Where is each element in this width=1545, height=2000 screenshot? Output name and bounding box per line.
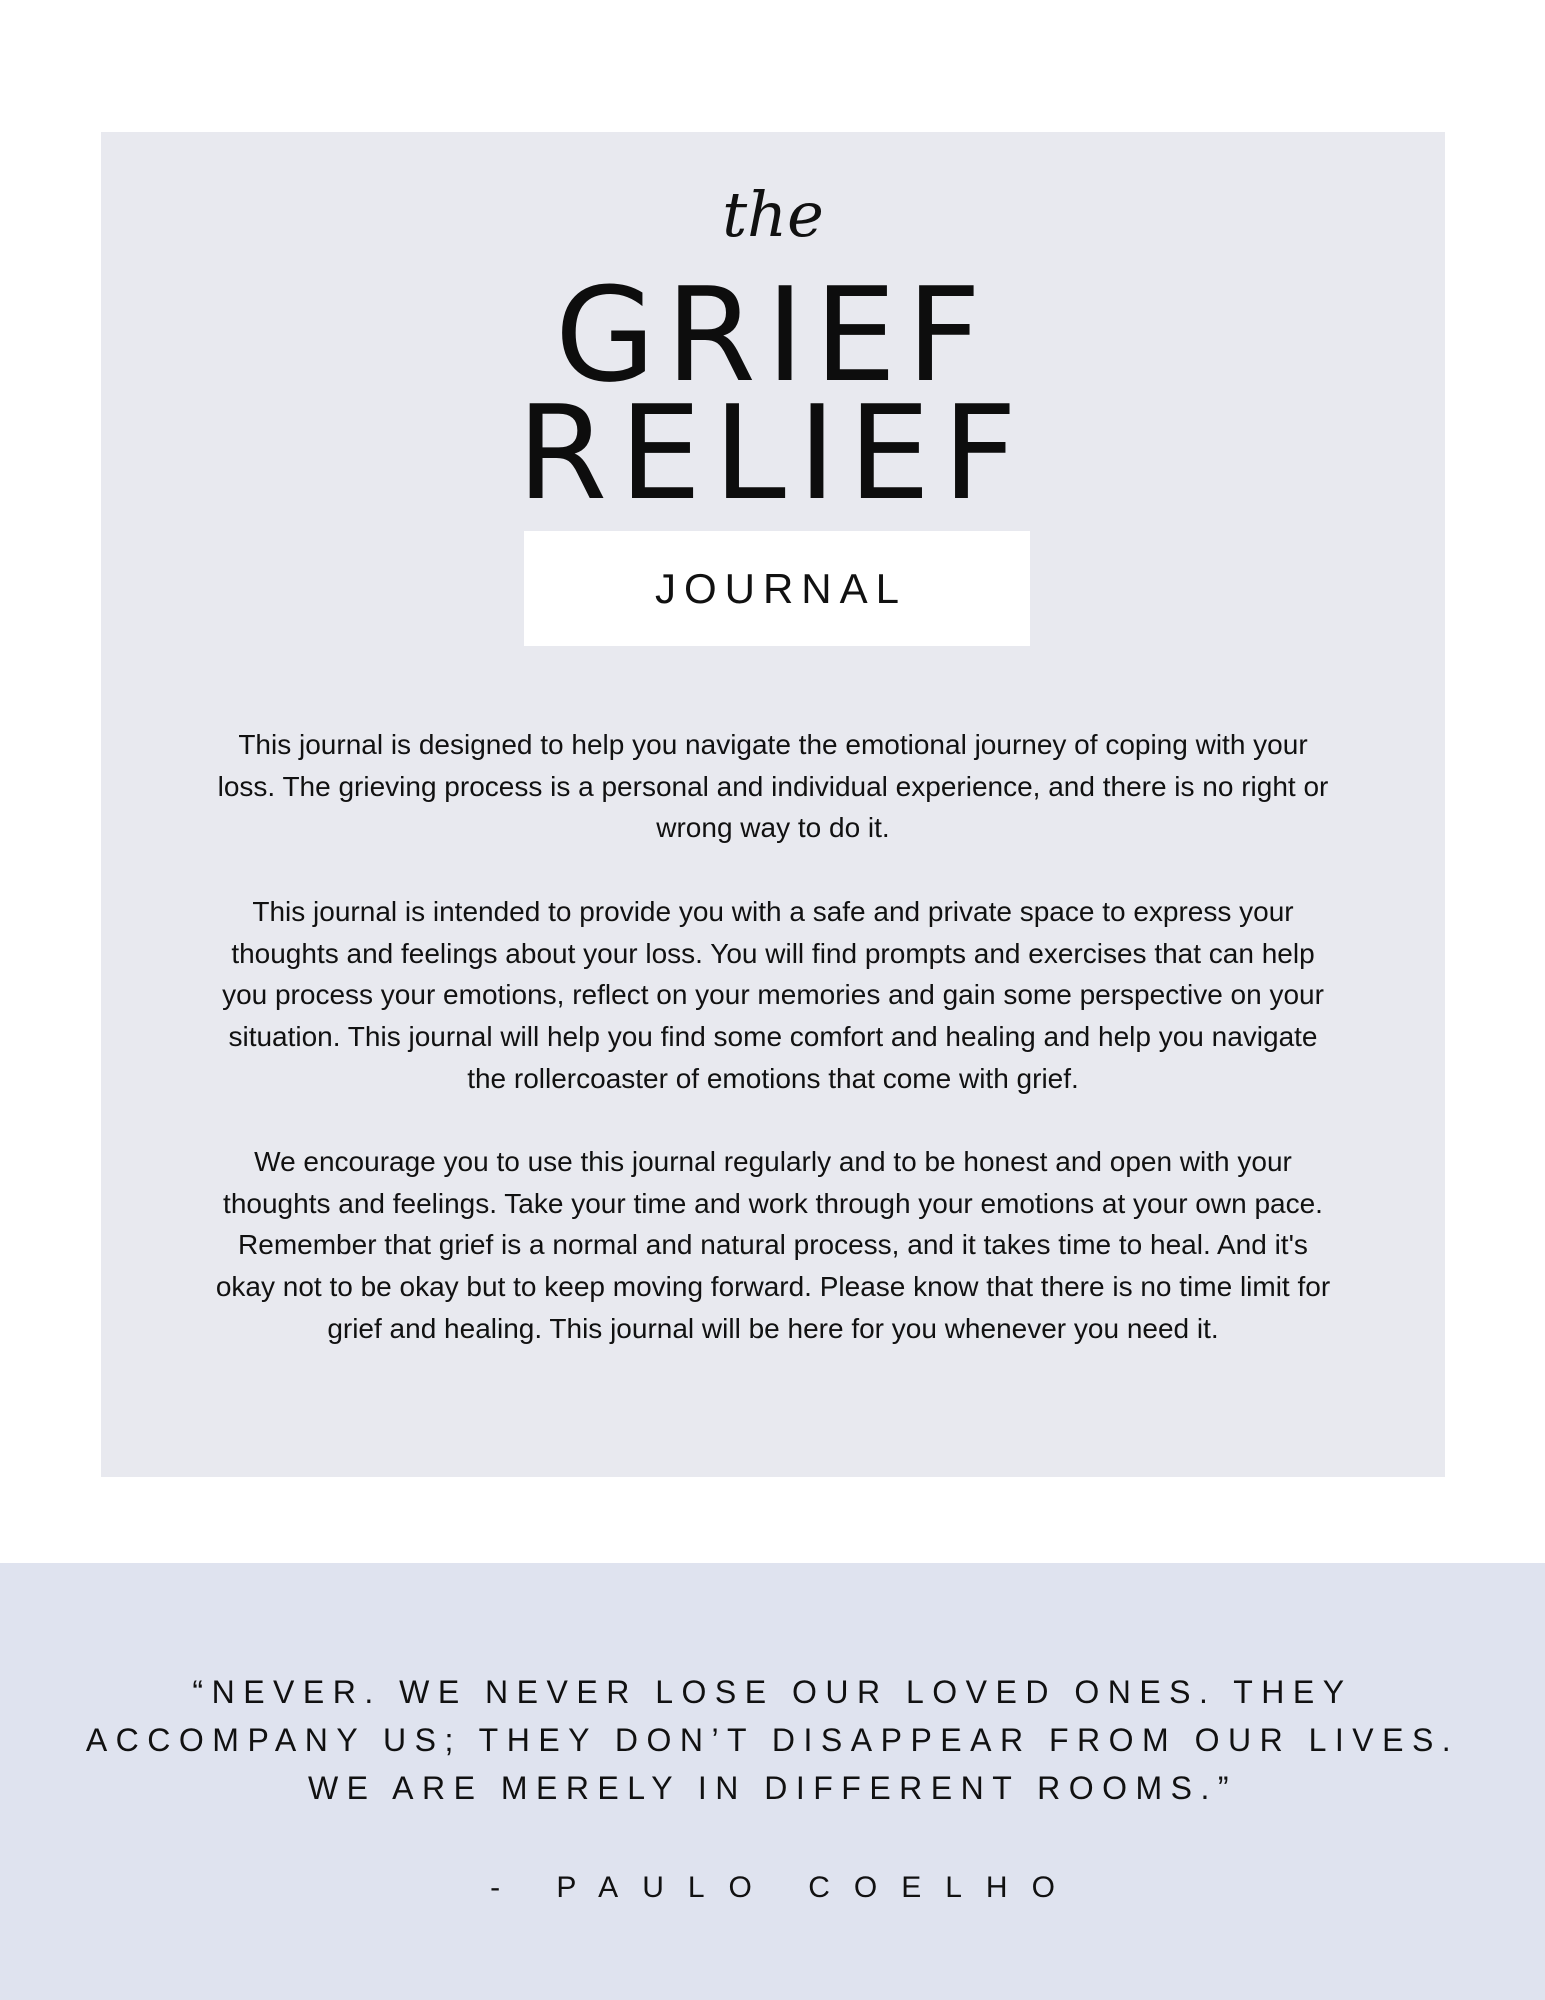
intro-paragraph-2: This journal is intended to provide you with a safe and private space to express your thoughts and feelings about your loss. You will find prompts and exercises that can help you process your emotions, reflect on your memories and gain some perspective on your situation. This journal will help you find some comfort and healing and help you navigate the rollercoaster of emotions that come with grief. [222,895,1324,1094]
intro-text [211,724,1335,1350]
quote-text: “NEVER. WE NEVER LOSE OUR LOVED ONES. THEY ACCOMPANY US; THEY DON’T DISAPPEAR FROM OUR LIVES. WE ARE MERELY IN DIFFERENT ROOMS.” [85,1674,1460,1806]
journal-label: JOURNAL [654,564,908,612]
cover-card [101,132,1445,1477]
title-relief: RELIEF [516,377,1030,529]
intro-paragraph-3: We encourage you to use this journal regularly and to be honest and open with your thoughts and feelings. Take your time and work through your emotions at your own pace. Remember that grief is a normal and natural process, and it takes time to heal. And it's okay not to be okay but to keep moving forward. Please know that there is no time limit for grief and healing. This journal will be here for you whenever you need it. [215,1146,1331,1344]
intro-paragraph-1: This journal is designed to help you navigate the emotional journey of coping with your loss. The grieving process is a personal and individual experience, and there is no right or wrong way to do it. [217,729,1329,844]
title-article: the [722,178,824,251]
quote-author: - PAULO COELHO [490,1871,1079,1904]
title-grief: GRIEF [554,259,992,411]
journal-label-box [524,531,1030,646]
quote-section [0,1563,1545,2000]
